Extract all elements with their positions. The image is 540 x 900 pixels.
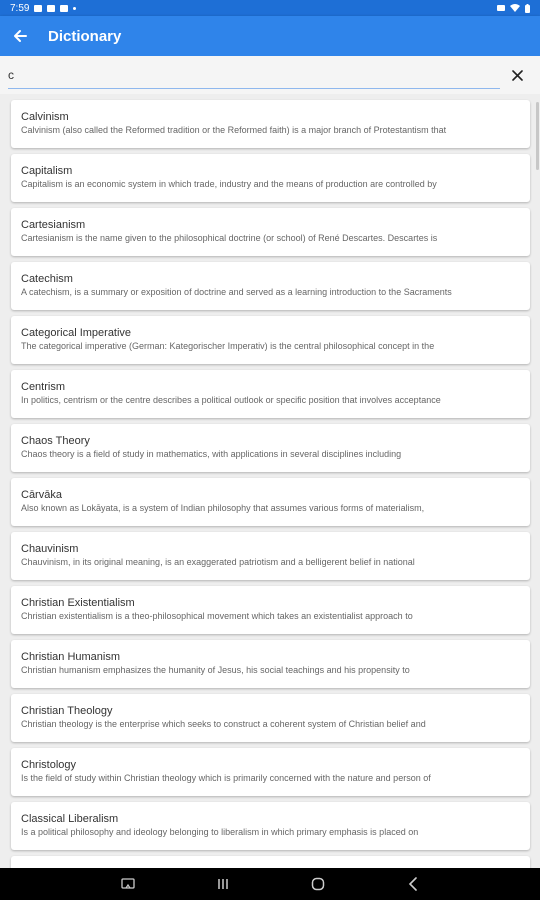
list-item-catechism[interactable] — [11, 262, 530, 310]
entry-description: Christian existentialism is a theo-philosophical movement which takes an existentialist approach to — [21, 611, 413, 621]
back-nav-button[interactable] — [398, 869, 428, 899]
clear-search-button[interactable] — [508, 66, 526, 84]
recents-icon — [217, 878, 229, 890]
entry-description: Christian theology is the enterprise which seeks to construct a coherent system of Christian belief and — [21, 719, 426, 729]
entry-title: Christian Theology — [21, 705, 113, 717]
scrollbar-thumb[interactable] — [536, 102, 539, 170]
entry-title: Classical Liberalism — [21, 813, 119, 825]
results-list[interactable] — [0, 94, 540, 868]
page-title: Dictionary — [48, 27, 122, 45]
list-item-christian-existentialism[interactable] — [11, 586, 530, 634]
list-item-centrism[interactable] — [11, 370, 530, 418]
notification-icon — [34, 5, 42, 12]
search-input[interactable] — [8, 62, 500, 89]
entry-title: Capitalism — [21, 165, 73, 177]
status-time: 7:59 — [10, 2, 30, 14]
entry-title: Chauvinism — [21, 543, 79, 555]
entry-title: Cartesianism — [21, 219, 86, 231]
notification-icon — [60, 5, 68, 12]
back-button[interactable] — [0, 16, 40, 56]
list-item-christian-theology[interactable] — [11, 694, 530, 742]
entry-description: The categorical imperative (German: Kategorischer Imperativ) is the central philosophical concept in the — [21, 341, 435, 351]
screenshot-button[interactable] — [113, 869, 143, 899]
app-bar — [0, 16, 540, 56]
entry-description: Christian humanism emphasizes the humanity of Jesus, his social teachings and his propensity to — [21, 665, 410, 675]
list-item-cartesianism[interactable] — [11, 208, 530, 256]
entry-title: Christian Existentialism — [21, 597, 135, 609]
wifi-icon — [510, 4, 520, 12]
entry-title: Christology — [21, 759, 77, 771]
entry-description: Is the field of study within Christian theology which is primarily concerned with the nature and person of — [21, 773, 431, 783]
notification-icon — [47, 5, 55, 12]
list-item-calvinism[interactable] — [11, 100, 530, 148]
entry-description: Chauvinism, in its original meaning, is an exaggerated patriotism and a belligerent belief in national — [21, 557, 415, 567]
list-item-chaos-theory[interactable] — [11, 424, 530, 472]
status-left — [10, 3, 76, 14]
more-notifications-icon — [73, 7, 76, 10]
entry-description: Calvinism (also called the Reformed tradition or the Reformed faith) is a major branch of Protestantism that — [21, 125, 447, 135]
entry-title: Categorical Imperative — [21, 327, 132, 339]
entry-description: Chaos theory is a field of study in mathematics, with applications in several disciplines including — [21, 449, 402, 459]
list-item-christology[interactable] — [11, 748, 530, 796]
entry-description: Is a political philosophy and ideology belonging to liberalism in which primary emphasis is placed on — [21, 827, 419, 837]
entry-title: Cārvāka — [21, 489, 62, 501]
entry-description: In politics, centrism or the centre describes a political outlook or specific position that involves acceptance — [21, 395, 441, 405]
entry-title: Centrism — [21, 381, 66, 393]
status-right — [497, 4, 530, 13]
battery-icon — [525, 4, 530, 13]
arrow-left-icon — [13, 29, 27, 43]
entry-title: Catechism — [21, 273, 73, 285]
home-icon — [311, 877, 325, 891]
entry-description: A catechism, is a summary or exposition of doctrine and served as a learning introduction to the Sacraments — [21, 287, 452, 297]
recents-button[interactable] — [208, 869, 238, 899]
close-icon — [512, 70, 523, 81]
list-item-partial[interactable] — [11, 856, 530, 868]
back-icon — [408, 877, 418, 891]
list-item-christian-humanism[interactable] — [11, 640, 530, 688]
entry-description: Capitalism is an economic system in which trade, industry and the means of production are controlled by — [21, 179, 437, 189]
list-item-classical-liberalism[interactable] — [11, 802, 530, 850]
status-bar — [0, 0, 540, 16]
entry-description: Also known as Lokāyata, is a system of Indian philosophy that assumes various forms of materialism, — [21, 503, 425, 513]
search-row — [0, 56, 540, 94]
list-item-categorical-imperative[interactable] — [11, 316, 530, 364]
system-nav-bar — [0, 868, 540, 900]
alarm-icon — [497, 4, 505, 12]
list-item-capitalism[interactable] — [11, 154, 530, 202]
list-item-carvaka[interactable] — [11, 478, 530, 526]
entry-description: Cartesianism is the name given to the philosophical doctrine (or school) of René Descartes. Descartes is — [21, 233, 438, 243]
entry-title: Calvinism — [21, 111, 69, 123]
home-button[interactable] — [303, 869, 333, 899]
screenshot-icon — [121, 878, 135, 890]
entry-title: Christian Humanism — [21, 651, 121, 663]
list-item-chauvinism[interactable] — [11, 532, 530, 580]
entry-title: Chaos Theory — [21, 435, 90, 447]
